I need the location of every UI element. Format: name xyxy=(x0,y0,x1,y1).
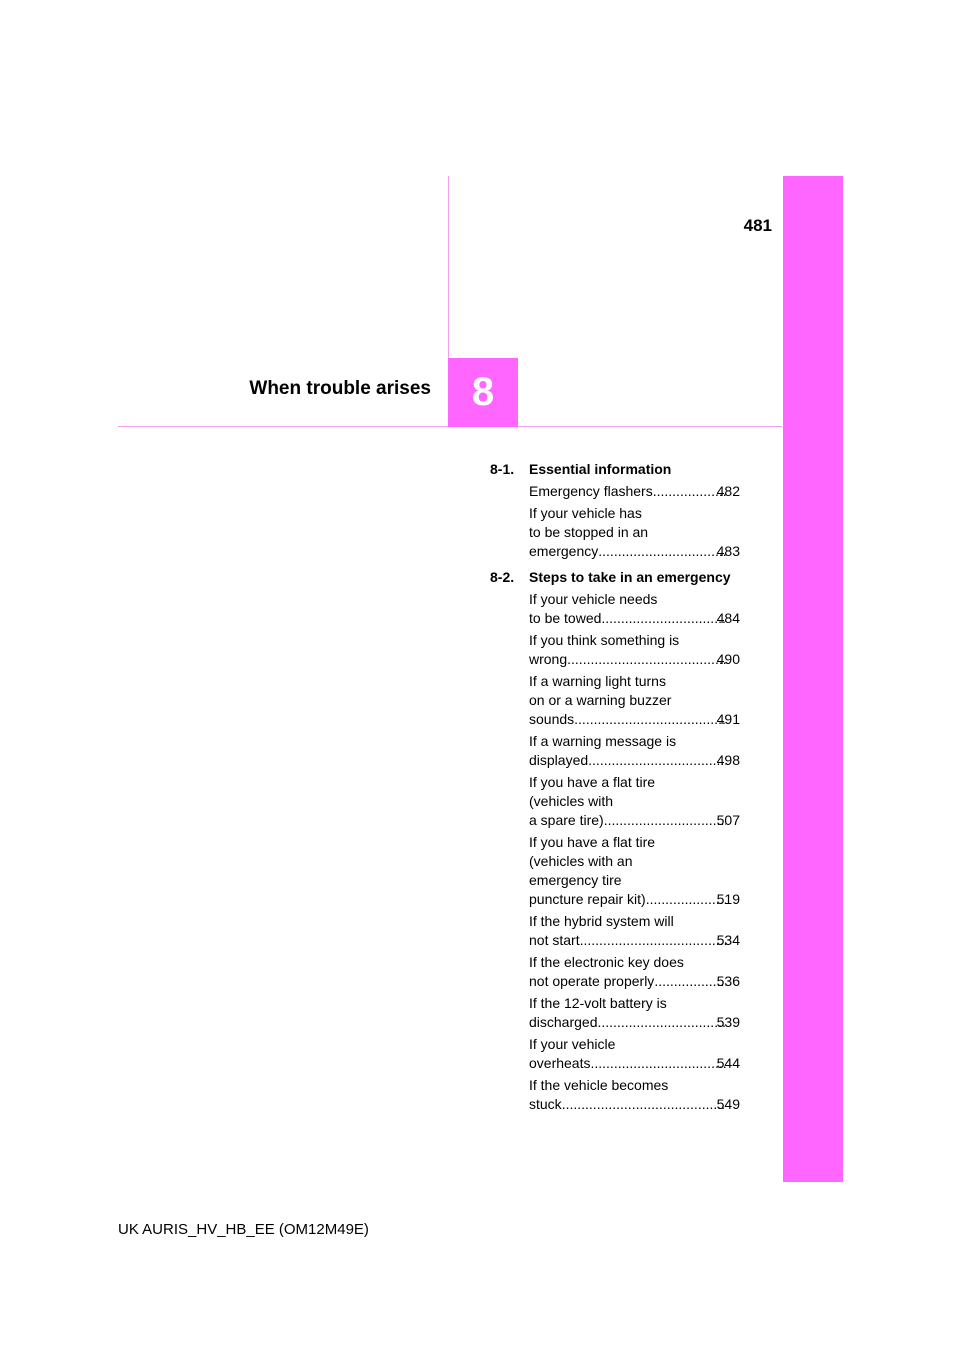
toc-entry-text: If your vehicle needs xyxy=(529,591,658,607)
toc-section-title[interactable]: Steps to take in an emergency xyxy=(529,569,731,585)
toc-entry-text: on or a warning buzzer xyxy=(529,692,672,708)
toc-entry[interactable] xyxy=(529,482,740,501)
toc-leader-dots xyxy=(601,609,725,628)
toc-entry-text: If the hybrid system will xyxy=(529,913,674,929)
toc-leader-dots xyxy=(653,482,726,501)
toc-entry-last-line xyxy=(529,710,740,729)
toc-entry-text: sounds xyxy=(529,711,575,727)
toc-entry[interactable] xyxy=(529,672,740,729)
toc-entry-page[interactable]: 536 xyxy=(716,973,740,989)
toc-entry-text: emergency xyxy=(529,543,599,559)
toc-entry-page[interactable]: 544 xyxy=(716,1055,740,1071)
chapter-side-tab xyxy=(783,176,843,1182)
toc-entry-text: Emergency flashers xyxy=(529,483,653,499)
toc-entry-text: discharged xyxy=(529,1014,598,1030)
toc-entry-text: If you have a flat tire xyxy=(529,774,656,790)
toc-entry-text: If the vehicle becomes xyxy=(529,1077,669,1093)
toc-entry-text: puncture repair kit) xyxy=(529,891,646,907)
page-number: 481 xyxy=(743,216,772,235)
toc-entry-last-line xyxy=(529,609,740,628)
toc-entry-text: If you think something is xyxy=(529,632,680,648)
toc-leader-dots xyxy=(580,931,726,950)
toc-entry-text: to be stopped in an xyxy=(529,524,649,540)
footer-model-code: UK AURIS_HV_HB_EE (OM12M49E) xyxy=(118,1221,369,1238)
toc-entry-text: (vehicles with xyxy=(529,793,614,809)
toc-entry-text: If your vehicle has xyxy=(529,505,642,521)
toc-leader-dots xyxy=(598,1013,726,1032)
toc-section xyxy=(490,568,750,1114)
toc-section xyxy=(490,460,750,561)
toc-leader-dots xyxy=(654,972,725,991)
toc-entry[interactable] xyxy=(529,833,740,909)
toc-entry-text: not start xyxy=(529,932,580,948)
toc-entry[interactable] xyxy=(529,953,740,991)
chapter-number: 8 xyxy=(471,370,495,414)
toc-leader-dots xyxy=(567,650,726,669)
toc-leader-dots xyxy=(574,710,725,729)
toc-entry-text: If a warning message is xyxy=(529,733,677,749)
toc-entry-last-line xyxy=(529,931,740,950)
toc-entry[interactable] xyxy=(529,732,740,770)
toc-entry-last-line xyxy=(529,1013,740,1032)
toc-section-number: 8-2. xyxy=(490,569,515,585)
toc-entry-last-line xyxy=(529,751,740,770)
toc-entry-text: If a warning light turns xyxy=(529,673,666,689)
toc-entry-page[interactable]: 539 xyxy=(716,1014,740,1030)
toc-entry-page[interactable]: 482 xyxy=(716,483,740,499)
toc-entry-text: If the 12-volt battery is xyxy=(529,995,667,1011)
chapter-number-box xyxy=(448,358,518,427)
toc-entry-last-line xyxy=(529,482,740,501)
toc-entry[interactable] xyxy=(529,994,740,1032)
toc-entry-page[interactable]: 507 xyxy=(716,812,740,828)
toc-entry-last-line xyxy=(529,811,740,830)
vertical-rule xyxy=(448,176,449,358)
toc-entry-page[interactable]: 519 xyxy=(716,891,740,907)
chapter-title: When trouble arises xyxy=(249,378,431,399)
toc-entry-last-line xyxy=(529,1095,740,1114)
table-of-contents xyxy=(490,460,750,1121)
toc-entry[interactable] xyxy=(529,590,740,628)
toc-entry-last-line xyxy=(529,972,740,991)
toc-entry[interactable] xyxy=(529,773,740,830)
toc-entry-text: If the electronic key does xyxy=(529,954,684,970)
toc-entry-text: displayed xyxy=(529,752,589,768)
toc-entry-page[interactable]: 490 xyxy=(716,651,740,667)
toc-entry-text: emergency tire xyxy=(529,872,622,888)
toc-entry-text: a spare tire) xyxy=(529,812,604,828)
toc-entry-last-line xyxy=(529,542,740,561)
toc-entry-text: If you have a flat tire xyxy=(529,834,656,850)
toc-entry-list xyxy=(529,482,740,561)
toc-section-title[interactable]: Essential information xyxy=(529,461,672,477)
toc-entry-page[interactable]: 498 xyxy=(716,752,740,768)
toc-entry-text: stuck xyxy=(529,1096,562,1112)
toc-entry-text: to be towed xyxy=(529,610,602,626)
toc-entry-text: not operate properly xyxy=(529,973,655,989)
toc-entry-list xyxy=(529,590,740,1114)
toc-entry-text: overheats xyxy=(529,1055,591,1071)
toc-entry[interactable] xyxy=(529,1035,740,1073)
toc-entry-page[interactable]: 549 xyxy=(716,1096,740,1112)
toc-leader-dots xyxy=(604,811,726,830)
toc-section-number: 8-1. xyxy=(490,461,515,477)
toc-leader-dots xyxy=(562,1095,726,1114)
toc-entry[interactable] xyxy=(529,631,740,669)
toc-leader-dots xyxy=(598,542,725,561)
toc-entry-page[interactable]: 484 xyxy=(716,610,740,626)
toc-entry[interactable] xyxy=(529,504,740,561)
toc-entry[interactable] xyxy=(529,1076,740,1114)
toc-entry-page[interactable]: 534 xyxy=(716,932,740,948)
toc-entry-last-line xyxy=(529,650,740,669)
toc-leader-dots xyxy=(588,751,725,770)
toc-leader-dots xyxy=(590,1054,725,1073)
toc-entry-page[interactable]: 483 xyxy=(716,543,740,559)
toc-leader-dots xyxy=(646,890,726,909)
toc-entry-last-line xyxy=(529,1054,740,1073)
toc-entry-page[interactable]: 491 xyxy=(716,711,740,727)
toc-entry-last-line xyxy=(529,890,740,909)
toc-entry-text: (vehicles with an xyxy=(529,853,633,869)
toc-entry[interactable] xyxy=(529,912,740,950)
toc-entry-text: If your vehicle xyxy=(529,1036,616,1052)
toc-entry-text: wrong xyxy=(529,651,568,667)
